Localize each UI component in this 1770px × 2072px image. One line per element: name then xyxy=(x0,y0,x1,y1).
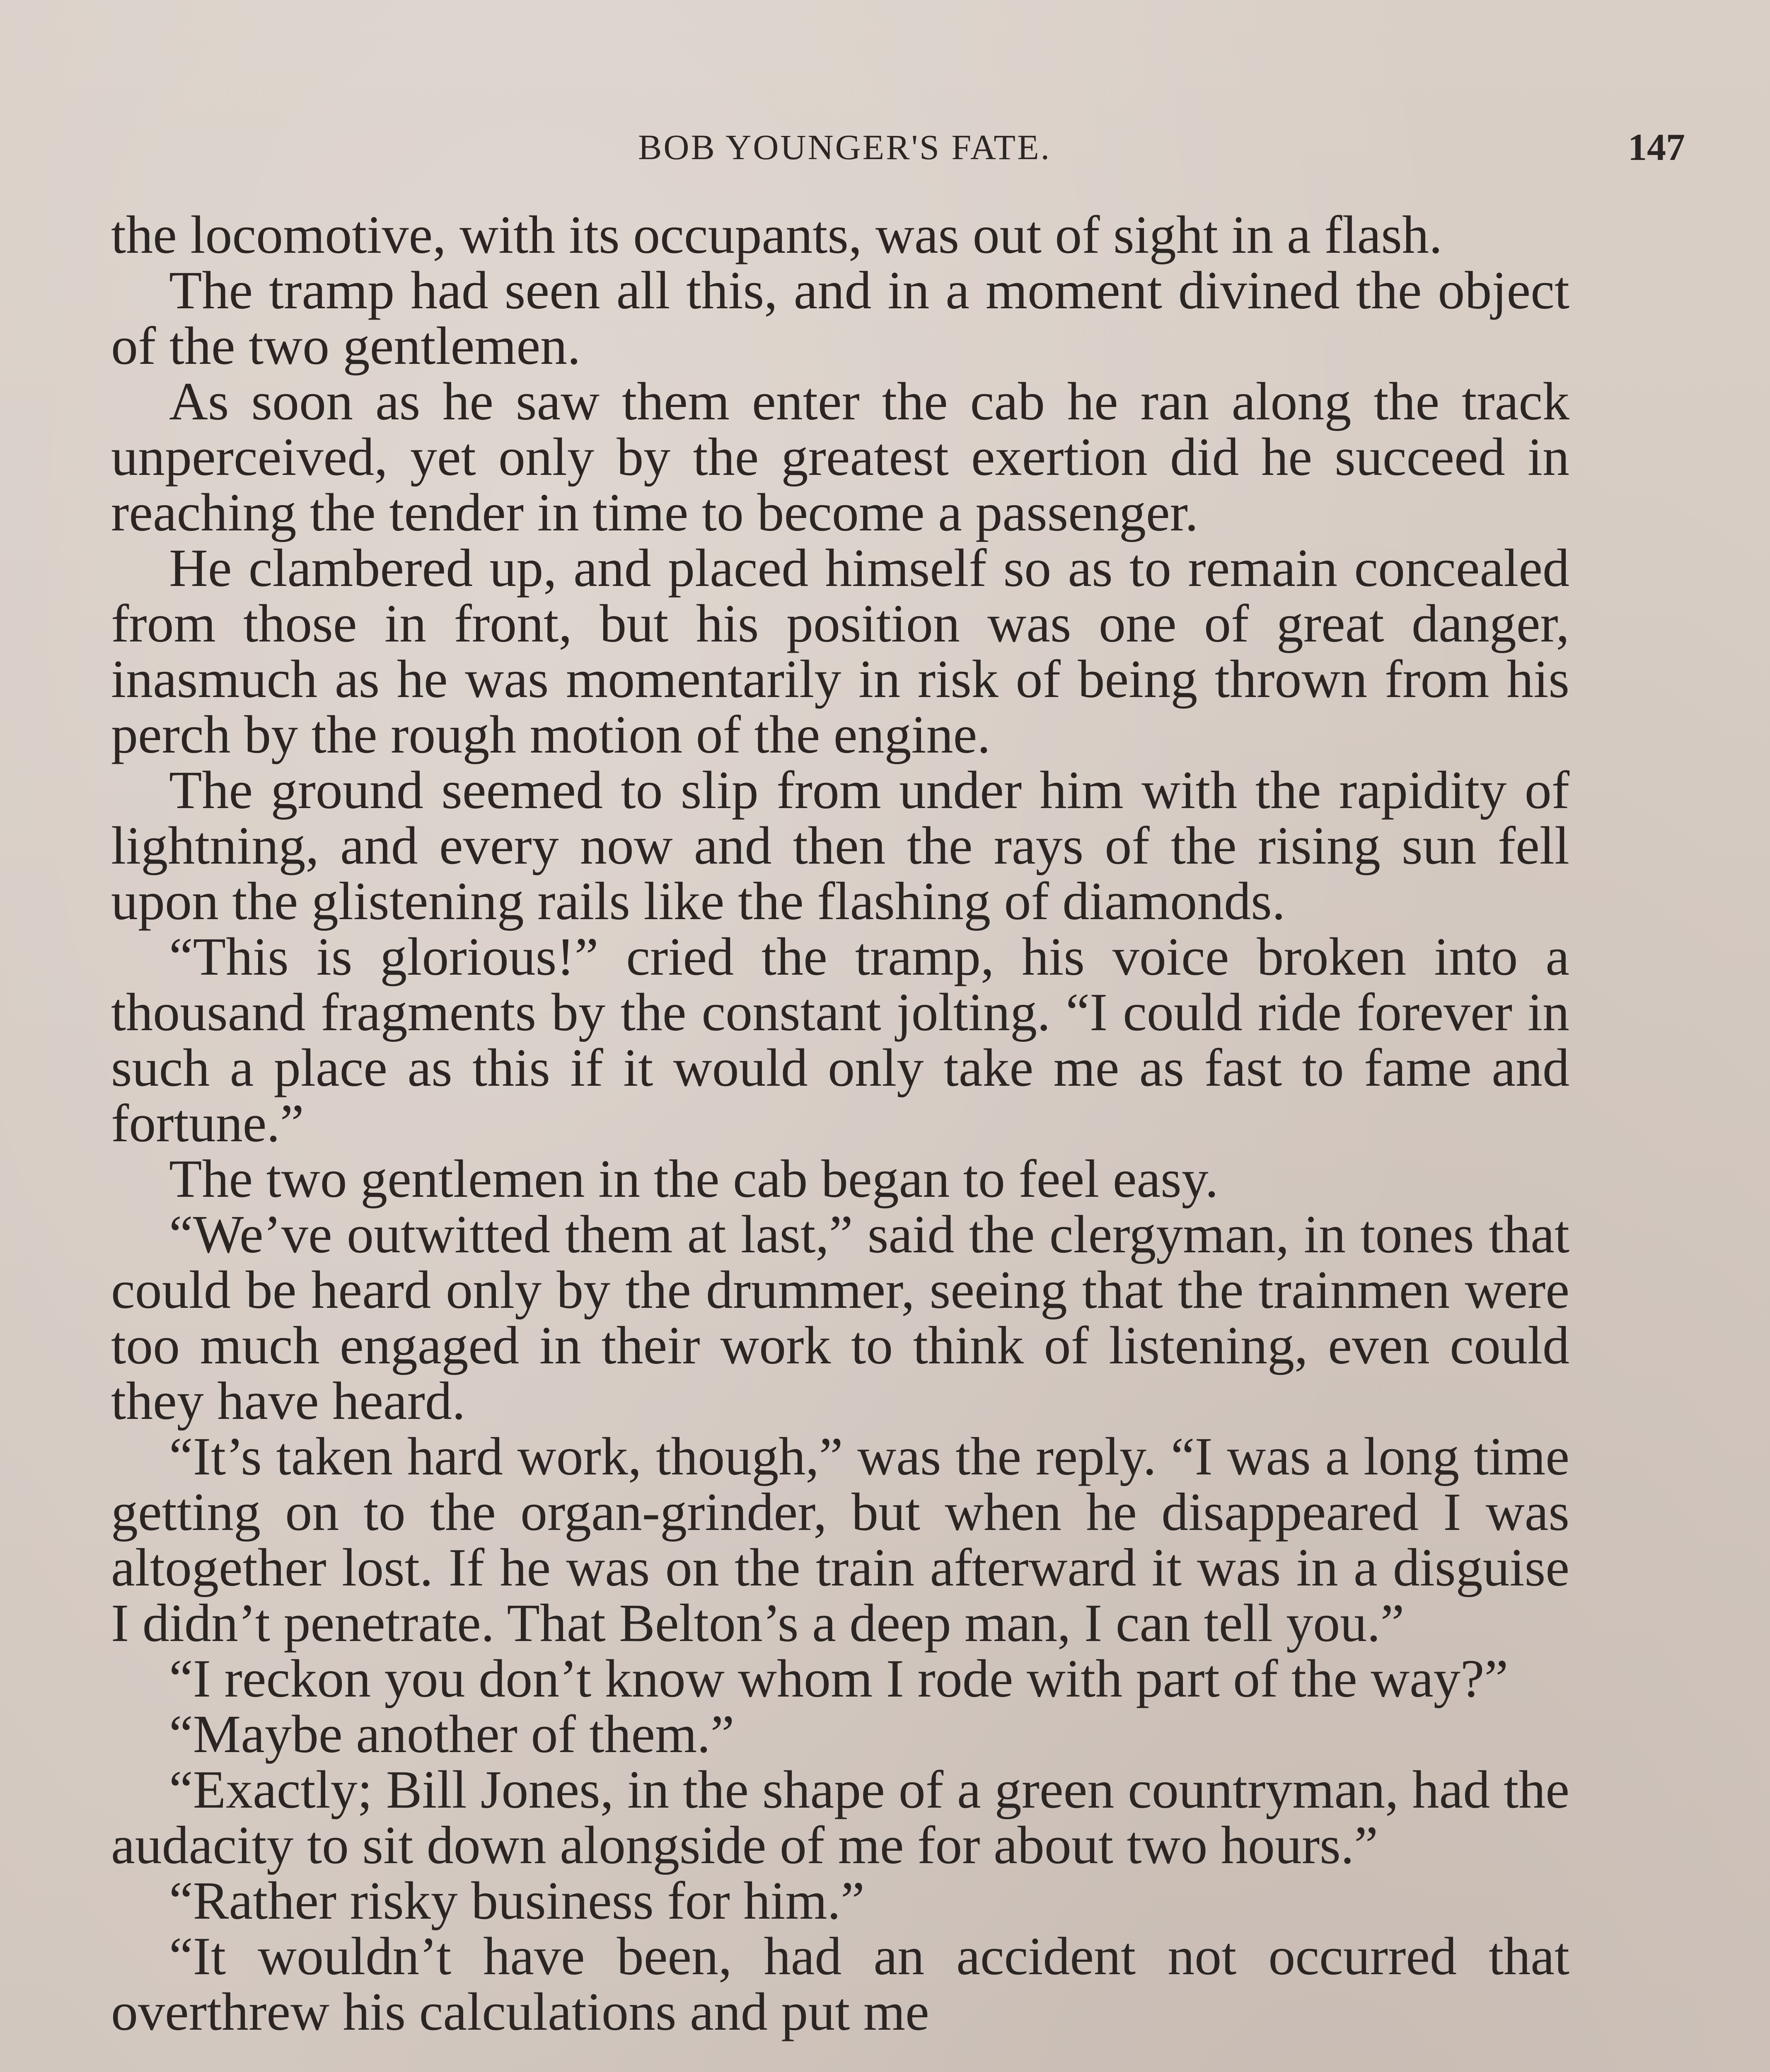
paragraph-3: As soon as he saw them enter the cab he ran along the track unperceived, yet only by the greatest exertion did he succeed in reaching the tender in time to become a passenger. xyxy=(111,372,1569,542)
paragraph-6: “This is glorious!” cried the tramp, his voice broken into a thousand fragments by the constant jolting. “I could ride forever in such a place as this if it would only take me as fast to fame and fortune.” xyxy=(111,927,1569,1153)
paragraph-11: “Maybe another of them.” xyxy=(169,1704,735,1764)
paragraph-2: The tramp had seen all this, and in a moment divined the object of the two gentlemen. xyxy=(111,261,1569,376)
paragraph-12: “Exactly; Bill Jones, in the shape of a green countryman, had the audacity to sit down alongside of me for about two hours.” xyxy=(111,1760,1569,1875)
paragraph-7: The two gentlemen in the cab began to feel easy. xyxy=(169,1149,1219,1209)
paragraph-1: the locomotive, with its occupants, was out of sight in a flash. xyxy=(111,205,1443,265)
paragraph-9: “It’s taken hard work, though,” was the reply. “I was a long time getting on to the organ-grinder, but when he disappeared I was altogether lost. If he was on the train afterward it was in a disguise I didn’t penetrate. That Belton’s a deep man, I can tell you.” xyxy=(111,1427,1569,1653)
running-title: BOB YOUNGER'S FATE. xyxy=(638,127,1051,167)
paragraph-14: “It wouldn’t have been, had an accident not occurred that overthrew his calculations and put me xyxy=(111,1927,1569,2042)
paragraph-8: “We’ve outwitted them at last,” said the clergyman, in tones that could be heard only by the drummer, seeing that the trainmen were too much engaged in their work to think of listening, even could they have heard. xyxy=(111,1205,1569,1431)
page-number: 147 xyxy=(1628,126,1685,168)
paragraph-10: “I reckon you don’t know whom I rode with part of the way?” xyxy=(169,1649,1509,1709)
paragraph-13: “Rather risky business for him.” xyxy=(169,1871,865,1931)
paragraph-4: He clambered up, and placed himself so as to remain concealed from those in front, but his position was one of great danger, inasmuch as he was momentarily in risk of being thrown from his perch by the rough motion of the engine. xyxy=(111,538,1569,765)
body-text xyxy=(111,207,1569,2040)
running-header xyxy=(112,124,1685,170)
paragraph-5: The ground seemed to slip from under him with the rapidity of lightning, and every now and then the rays of the rising sun fell upon the glistening rails like the flashing of diamonds. xyxy=(111,760,1569,931)
